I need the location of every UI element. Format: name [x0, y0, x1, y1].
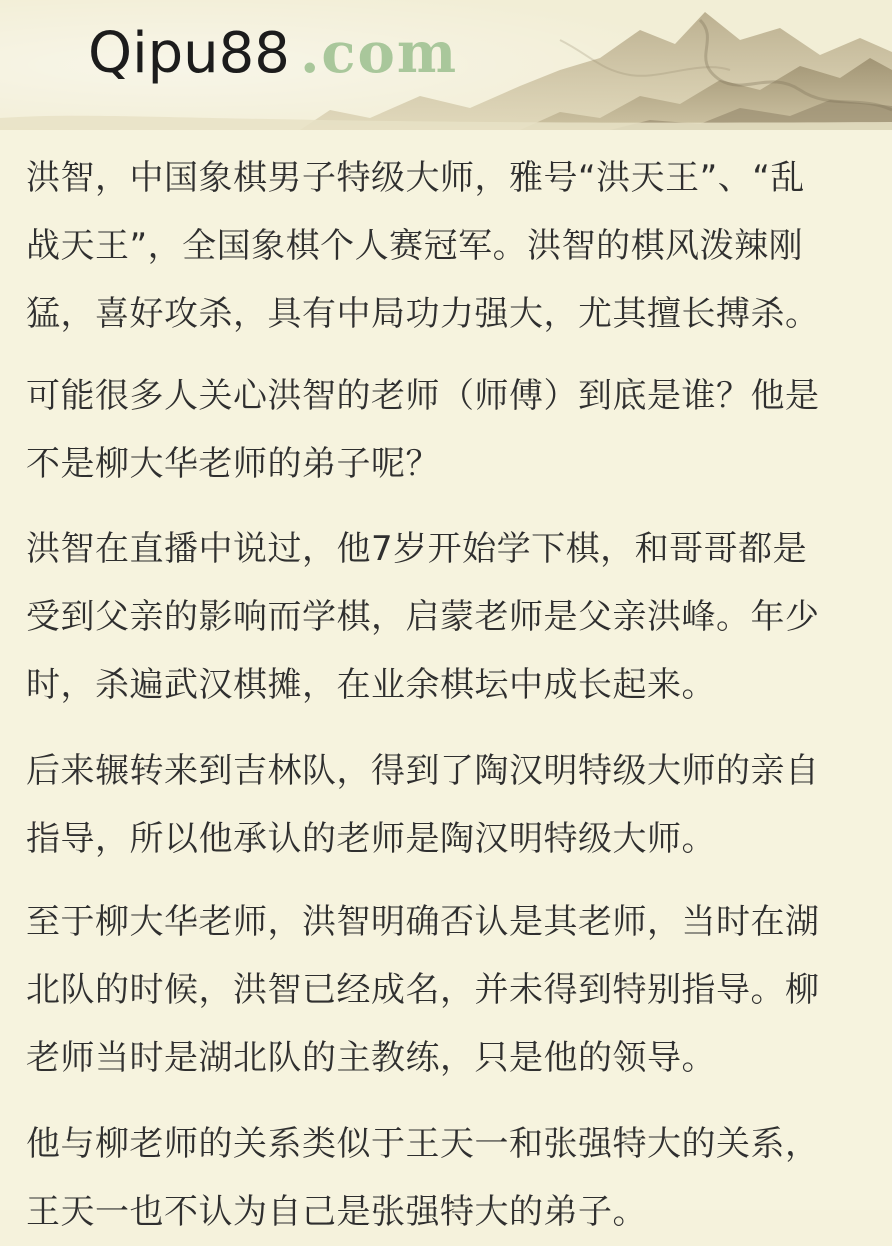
- paragraph-line: 时，杀遍武汉棋摊，在业余棋坛中成长起来。: [26, 665, 716, 705]
- article-body: [0, 130, 892, 1232]
- paragraph-line: 受到父亲的影响而学棋，启蒙老师是父亲洪峰。年少: [26, 597, 820, 637]
- paragraph-line: 后来辗转来到吉林队，得到了陶汉明特级大师的亲自: [26, 751, 820, 791]
- paragraph-childhood: [26, 515, 876, 719]
- paragraph-line: 老师当时是湖北队的主教练，只是他的领导。: [26, 1038, 716, 1078]
- paragraph-line: 不是柳大华老师的弟子呢？: [26, 444, 440, 484]
- paragraph-line: 猛，喜好攻杀，具有中局功力强大，尤其擅长搏杀。: [26, 294, 820, 334]
- paragraph-question: [26, 362, 876, 498]
- paragraph-line: 至于柳大华老师，洪智明确否认是其老师，当时在湖: [26, 902, 820, 942]
- site-header: [0, 0, 892, 130]
- paragraph-comparison: [26, 1110, 876, 1246]
- paragraph-line: 可能很多人关心洪智的老师（师傅）到底是谁？他是: [26, 376, 820, 416]
- paragraph-line: 王天一也不认为自己是张强特大的弟子。: [26, 1192, 647, 1232]
- paragraph-line: 战天王”，全国象棋个人赛冠军。洪智的棋风泼辣刚: [26, 226, 804, 266]
- paragraph-intro: [26, 144, 876, 348]
- paragraph-line: 北队的时候，洪智已经成名，并未得到特别指导。柳: [26, 970, 820, 1010]
- site-logo[interactable]: [88, 18, 458, 89]
- paragraph-jilin: [26, 737, 876, 873]
- paragraph-line: 洪智，中国象棋男子特级大师，雅号“洪天王”、“乱: [26, 158, 805, 198]
- paragraph-line: 指导，所以他承认的老师是陶汉明特级大师。: [26, 819, 716, 859]
- paragraph-line: 他与柳老师的关系类似于王天一和张强特大的关系，: [26, 1124, 820, 1164]
- paragraph-liu: [26, 888, 876, 1092]
- logo-text-main: Qipu88: [88, 21, 290, 86]
- paragraph-line: 洪智在直播中说过，他7岁开始学下棋，和哥哥都是: [26, 529, 808, 569]
- logo-text-tld: .com: [299, 20, 459, 86]
